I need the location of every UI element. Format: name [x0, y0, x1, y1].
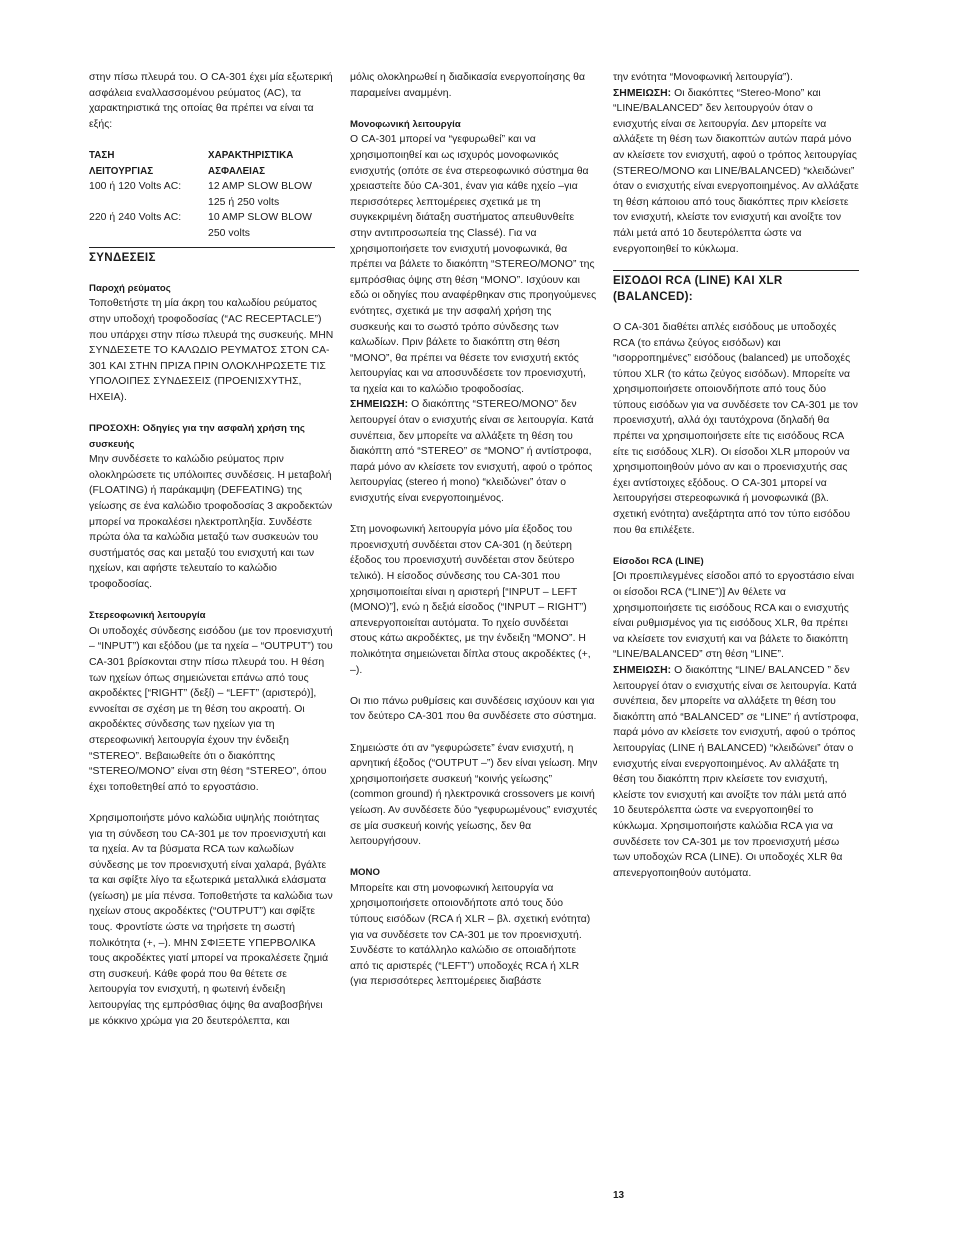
note-line-balanced: ΣΗΜΕΙΩΣΗ: Ο διακόπτης “LINE/ BALANCED ” δεν λειτουργεί όταν ο ενισχυτής είναι σε λειτουργία. Κατά συνέπεια, δεν μπορείτε να αλλάξετε τη θέση του διακόπτη από “BALANCED” σε “LINE” ή αντίστροφα, παρά μόνο αν κλείσετε τον ενισχυτή, αφού ο τρόπος λειτουργίας (LINE ή BALANCED) “κλειδώνει” όταν ο ενισχυτής είναι ενεργοποιημένος. Αν αλλάξατε τη θέση του διακόπτη πριν κλείσετε τον ενισχυτή, κλείστε τον ενισχυτή και ανοίξτε τον πάλι μετά από 10 δευτερόλεπτα ώστε να ενεργοποιηθεί το κύκλωμα. Χρησιμοποιήστε καλώδια RCA για να συνδέσετε τον CA-301 με τον προενισχυτή μέσω των υποδοχών RCA (LINE). Οι υποδοχές XLR θα απενεργοποιηθούν αυτόματα.: [613, 664, 859, 879]
spec-fuse-120-volts: 125 ή 250 volts: [208, 196, 280, 208]
note-label: ΣΗΜΕΙΩΣΗ:: [613, 664, 672, 676]
spec-head-voltage: ΤΑΣΗ: [89, 149, 115, 161]
spec-header-row-1: [89, 148, 335, 164]
spec-fuse-240-volts: 250 volts: [208, 227, 251, 239]
inputs-heading-line-1: ΕΙΣΟΔΟΙ RCA (LINE) ΚΑΙ XLR: [613, 274, 783, 288]
spec-head-fuse: ΧΑΡΑΚΤΗΡΙΣΤΙΚΑ: [208, 149, 294, 161]
rca-paragraph: [Οι προεπιλεγμένες είσοδοι από το εργοστάσιο είναι οι είσοδοι RCA (“LINE”)] Αν θέλετε να χρησιμοποιήσετε τις εισόδους RCA και ο ενισχυτής είναι ρυθμισμένος για τις εισόδους XLR, θα πρέπει να κλείσετε τον ενισχυτή και να βάλετε το διακόπτη “LINE/BALANCED” στη θέση “LINE”.: [613, 571, 855, 661]
spec-row-120v-b: [89, 195, 335, 211]
section-divider: [613, 270, 859, 271]
spec-fuse-120: 12 AMP SLOW BLOW: [208, 181, 312, 193]
spec-header-row-2: [89, 164, 335, 180]
spec-head-voltage-2: ΛΕΙΤΟΥΡΓΙΑΣ: [89, 165, 154, 177]
mono-paragraph: Ο CA-301 μπορεί να “γεφυρωθεί” και να χρησιμοποιηθεί και ως ισχυρός μονοφωνικός ενισχυτής (οπότε σε ένα στερεοφωνικό σύστημα θα χρειαστείτε δύο CA-301, έναν για κάθε ηχείο –για περισσότερες λεπτομέρειες σχετικά με τη συγκεκριμένη διάταξη συστήματος απευθυνθείτε στην αντιπροσωπεία της Classé). Για να χρησιμοποιήσετε τον ενισχυτή μονοφωνικά, θα πρέπει να βάλετε το διακόπτη “STEREO/MONO” της εμπρόσθιας όψης στη θέση “MONO”. Ισχύουν και εδώ οι οδηγίες που αναφέρθηκαν στις προηγούμενες ενότητες, σχετικά με την ασφαλή χρήση της συσκευής και το σωστό τρόπο σύνδεσης των καλωδίων. Πριν βάλετε το διακόπτη στη θέση “MONO”, θα πρέπει να θέσετε τον ενισχυτή εκτός λειτουργίας και να αποσυνδέσετε τον προενισχυτή, τα ηχεία και το καλώδιο τροφοδοσίας.: [350, 134, 597, 395]
cables-paragraph: Χρησιμοποιήστε μόνο καλώδια υψηλής ποιότητας για τη σύνδεση του CA-301 με τον προενισχυτή και τα ηχεία. Αν τα βύσματα RCA των καλωδίων σύνδεσης με τον προενισχυτή είναι χαλαρά, βγάλτε τα και σφίξτε λίγο τα εξωτερικά μεταλλικά ελάσματα (γείωση) με μία πένσα. Τοποθετήστε τα καλώδια των ηχείων στους ακροδέκτες (“OUTPUT”) και σφίξτε τους. Φροντίστε ώστε να τηρήσετε τη σωστή πολικότητα (+, –). ΜΗΝ ΣΦΙΞΕΤΕ ΥΠΕΡΒΟΛΙΚΑ τους ακροδέκτες γιατί μπορεί να προκαλέσετε ζημιά στη συσκευή. Κάθε φορά που θα θέτετε σε λειτουργία τον ενισχυτή, η φωτεινή ένδειξη λειτουργίας της εμπρόσθιας όψης θα αναβοσβήνει με κόκκινο χρώμα για 20 δευτερόλεπτα, και: [89, 812, 333, 1027]
rca-heading: Είσοδοι RCA (LINE): [613, 555, 704, 567]
ground-paragraph: Σημειώστε ότι αν “γεφυρώσετε” έναν ενισχυτή, η αρνητική έξοδος (“OUTPUT –”) δεν είναι γείωση. Μην χρησιμοποιήσετε συσκευή “κοινής γείωσης” (common ground) ή ηλεκτρονικά crossovers με κοινή γείωση. Αν συνδέσετε δύο “γεφυρωμένους” ενισχυτές σε μία συσκευή κοινής γείωσης, δεν θα λειτουργήσουν.: [350, 742, 598, 848]
inputs-paragraph: Ο CA-301 διαθέτει απλές εισόδους με υποδοχές RCA (το επάνω ζεύγος εισόδων) και “ισορροπημένες” εισόδους (balanced) με υποδοχές τύπου XLR (το κάτω ζεύγος εισόδων). Μπορείτε να χρησιμοποιήσετε οποιονδήποτε από τους δύο τύπους εισόδων για να συνδέσετε τον CA-301 με τον προενισχυτή, αλλά όχι ταυτόχρονα (δηλαδή θα πρέπει να χρησιμοποιήσετε είτε τις εισόδους RCA είτε τις εισόδους XLR). Οι είσοδοι XLR μπορούν να χρησιμοποιηθούν μόνο αν και ο προενισχυτής σας έχει αντίστοιχες εξόδους. Ο CA-301 μπορεί να λειτουργήσει στερεοφωνικά ή μονοφωνικά (βλ. σχετική ενότητα) ανεξάρτητα από τον τύπο εισόδου που θα επιλέξετε.: [613, 321, 858, 536]
stereo-heading: Στερεοφωνική λειτουργία: [89, 610, 206, 622]
caution-paragraph: Μην συνδέσετε το καλώδιο ρεύματος πριν ολοκληρώσετε τις υπόλοιπες συνδέσεις. Η μεταβολή (FLOATING) ή παράκαμψη (DEFEATING) της γείωσης σε ένα καλώδιο τροφοδοσίας 3 ακροδεκτών μπορεί να προκαλέσει ηλεκτροπληξία. Συνδέστε πρώτα όλα τα καλώδια μεταξύ των συσκευών του συστήματός σας και μεταξύ του ενισχυτή και των ηχείων, και αφήστε τελευταίο το καλώδιο τροφοδοσίας.: [89, 454, 333, 590]
section-divider: [89, 247, 335, 248]
note-label: ΣΗΜΕΙΩΣΗ:: [613, 87, 672, 99]
note-label: ΣΗΜΕΙΩΣΗ:: [350, 399, 409, 411]
mono2-paragraph: Μπορείτε και στη μονοφωνική λειτουργία να χρησιμοποιήσετε οποιονδήποτε από τους δύο τύπους εισόδων (RCA ή XLR – βλ. σχετική ενότητα) για να συνδέσετε τον CA-301 με τον προενισχυτή. Συνδέστε το κατάλληλο καλώδιο σε οποιαδήποτε από τις αριστερές (“LEFT”) υποδοχές RCA ή XLR (για περισσότερες λεπτομέρειες διαβάστε: [350, 882, 591, 988]
column-1: [89, 70, 335, 1029]
power-heading: Παροχή ρεύματος: [89, 282, 171, 294]
continued-paragraph-3: την ενότητα “Μονοφωνική λειτουργία”).: [613, 72, 793, 83]
intro-paragraph: στην πίσω πλευρά του. Ο CA-301 έχει μία εξωτερική ασφάλεια εναλλασσομένου ρεύματος (AC), τα χαρακτηριστικά της οποίας θα πρέπει να είναι τα εξής:: [89, 72, 333, 130]
column-3: [613, 70, 859, 881]
connections-heading: ΣΥΝΔΕΣΕΙΣ: [89, 250, 156, 264]
spec-row-240v: [89, 210, 335, 226]
spec-voltage-120: 100 ή 120 Volts AC:: [89, 181, 182, 193]
column-2: [350, 70, 598, 990]
spec-fuse-240: 10 AMP SLOW BLOW: [208, 212, 312, 224]
page-number: 13: [613, 1190, 625, 1201]
spec-head-fuse-2: ΑΣΦΑΛΕΙΑΣ: [208, 165, 266, 177]
spec-row-120v: [89, 179, 335, 195]
power-paragraph: Τοποθετήστε τη μία άκρη του καλωδίου ρεύματος στην υποδοχή τροφοδοσίας (“AC RECEPTACLE”) που υπάρχει στην πίσω πλευρά της συσκευής. ΜΗΝ ΣΥΝΔΕΣΕΤΕ ΤΟ ΚΑΛΩΔΙΟ ΡΕΥΜΑΤΟΣ ΣΤΟΝ CA-301 ΚΑΙ ΣΤΗΝ ΠΡΙΖΑ ΠΡΙΝ ΟΛΟΚΛΗΡΩΣΕΤΕ ΤΙΣ ΥΠΟΛΟΙΠΕΣ ΣΥΝΔΕΣΕΙΣ (ΠΡΟΕΝΙΣΧΥΤΗΣ, ΗΧΕΙΑ).: [89, 298, 334, 403]
spec-row-240v-b: [89, 226, 335, 242]
second-amp-paragraph: Οι πιο πάνω ρυθμίσεις και συνδέσεις ισχύουν και για τον δεύτερο CA-301 που θα συνδέσετε στο σύστημα.: [350, 695, 597, 723]
spec-voltage-240: 220 ή 240 Volts AC:: [89, 212, 182, 224]
inputs-heading-line-2: (BALANCED):: [613, 289, 693, 303]
mono2-heading: MONO: [350, 867, 381, 879]
note-stereo-mono: ΣΗΜΕΙΩΣΗ: Ο διακόπτης “STEREO/MONO” δεν λειτουργεί όταν ο ενισχυτής είναι σε λειτουργία. Κατά συνέπεια, δεν μπορείτε να αλλάξετε τη θέση του διακόπτη από “STEREO” σε “MONO” ή αντίστροφα, παρά μόνο αν κλείσετε τον ενισχυτή, αφού ο τρόπος λειτουργίας (stereo ή mono) “κλειδώνει” όταν ο ενισχυτής είναι ενεργοποιημένος.: [350, 399, 594, 505]
mono-connection-paragraph: Στη μονοφωνική λειτουργία μόνο μία έξοδος του προενισχυτή συνδέεται στον CA-301 (η δεύτερη έξοδος του προενισχυτή συνδέεται στον δεύτερο τελικό). Η είσοδος σύνδεσης του CA-301 που χρησιμοποιείται είναι η αριστερή [“INPUT – LEFT (MONO)”], ενώ η δεξιά είσοδος (“INPUT – RIGHT”) απενεργοποιείται αυτόματα. Το ηχείο συνδέεται στους κάτω ακροδέκτες, με την ένδειξη “MONO”. Η πολικότητα σημειώνεται δίπλα στους ακροδέκτες (+, –).: [350, 524, 591, 676]
mono-heading: Μονοφωνική λειτουργία: [350, 118, 461, 130]
note-switches: ΣΗΜΕΙΩΣΗ: Οι διακόπτες “Stereo-Mono” και “LINE/BALANCED” δεν λειτουργούν όταν ο ενισχυτής είναι σε λειτουργία. Δεν μπορείτε να αλλάξετε τη θέση των διακοπτών αυτών παρά μόνο αν κλείσετε τον ενισχυτή, αφού ο τρόπος λειτουργίας (STEREO/MONO και LINE/BALANCED) “κλειδώνει” όταν ο ενισχυτής είναι ενεργοποιημένος. Αν αλλάξατε τη θέση κάποιου από τους διακόπτες πριν κλείσετε τον ενισχυτή, κλείστε τον ενισχυτή και ανοίξτε τον πάλι μετά από 10 δευτερόλεπτα ώστε να ενεργοποιηθεί το κύκλωμα.: [613, 87, 859, 255]
caution-heading: ΠΡΟΣΟΧΗ: Οδηγίες για την ασφαλή χρήση της συσκευής: [89, 423, 305, 450]
stereo-paragraph: Οι υποδοχές σύνδεσης εισόδου (με τον προενισχυτή – “INPUT”) και εξόδου (με τα ηχεία – “OUTPUT”) του CA-301 βρίσκονται στην πίσω πλευρά του. Η θέση των ηχείων όπως σημειώνεται επάνω από τους ακροδέκτες [“RIGHT” (δεξί) – “LEFT” (αριστερό)], εννοείται σε σχέση με τη θέση του ακροατή. Οι ακροδέκτες σύνδεσης των ηχείων για τη στερεοφωνική λειτουργία έχουν την ένδειξη “STEREO”. Βεβαιωθείτε ότι ο διακόπτης “STEREO/MONO” είναι στη θέση “STEREO”, όπου έχει τοποθετηθεί από το εργοστάσιο.: [89, 625, 333, 793]
fuse-spec-table: [89, 148, 335, 242]
continued-paragraph: μόλις ολοκληρωθεί η διαδικασία ενεργοποίησης θα παραμείνει αναμμένη.: [350, 72, 586, 99]
